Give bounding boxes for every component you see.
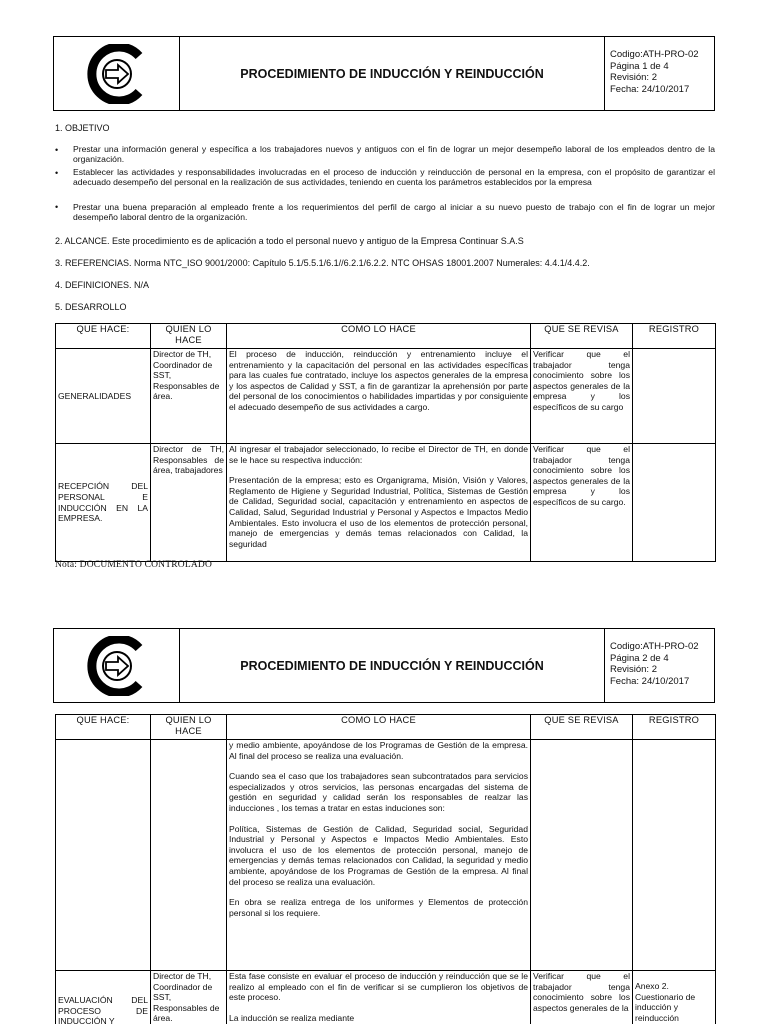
row-revisa [531, 740, 633, 971]
col-header-que: QUE HACE: [56, 324, 151, 349]
row-como: El proceso de inducción, reinducción y entrenamiento incluye el entrenamiento y la capacitación del personal en las actividades específicas para las cuales fue contratado, incluye los aspectos generales de la empresa y los aspectos de Calidad y SST, a fin de garantizar la aprehensión por parte del personal de los conocimientos o habilidades impartidas y por consiguiente el adecuado desempeño de sus actividades a cargo. [227, 349, 531, 444]
col-header-quien: QUIEN LO HACE [151, 715, 227, 740]
table-header-row [56, 715, 716, 740]
row-quien: Director de TH, Coordinador de SST, Responsables de área. [151, 349, 227, 444]
procedure-table-page2 [55, 714, 716, 1024]
code-label: Codigo:ATH-PRO-02 [610, 641, 699, 652]
objetivo-bullet-2: Establecer las actividades y responsabilidades involucradas en el proceso de inducción y reinducción de personal en la empresa, con el propósito de garantizar el adecuado desempeño del personal en la realización de sus actividades, teniendo en cuenta los parámetros establecidos por la empresa [73, 167, 715, 188]
date-label: Fecha: 24/10/2017 [610, 83, 690, 95]
revision-label: Revisión: 2 [610, 664, 657, 675]
como-paragraph: En obra se realiza entrega de los uniformes y Elementos de protección personal si los requiere. [229, 897, 528, 918]
row-que [56, 740, 151, 971]
row-quien [151, 740, 227, 971]
row-quien: Director de TH, Responsables de área, trabajadores [151, 444, 227, 562]
controlled-document-note: Nota: DOCUMENTO CONTROLADO [55, 560, 213, 570]
alcance-paragraph: 2. ALCANCE. Este procedimiento es de aplicación a todo el personal nuevo y antiguo de la Empresa Continuar S.A.S [55, 236, 524, 246]
col-header-que: QUE HACE: [56, 715, 151, 740]
definiciones-paragraph: 4. DEFINICIONES. N/A [55, 280, 150, 290]
row-que: GENERALIDADES [56, 349, 151, 444]
col-header-revisa: QUE SE REVISA [531, 715, 633, 740]
objetivo-bullet-3: Prestar una buena preparación al empleado frente a los requerimientos del perfil de cargo al iniciar a su nuevo puesto de trabajo con el fin de lograr un mejor desempeño laboral dentro de la organización. [73, 202, 715, 223]
objetivo-heading: 1. OBJETIVO [55, 123, 110, 133]
como-paragraph: Cuando sea el caso que los trabajadores sean subcontratados para servicios especializados y otros servicios, las personas encargadas del sistema de gestión en seguridad y calidad serán los responsables de realzar las inducciones , los temas a tratar en estas induciones son: [229, 771, 528, 813]
col-header-registro: REGISTRO [633, 715, 716, 740]
como-intro: Al ingresar el trabajador seleccionado, lo recibe el Director de TH, en donde se le hace su respectiva inducción: [229, 444, 528, 465]
table-row [56, 740, 716, 971]
col-header-registro: REGISTRO [633, 324, 716, 349]
date-label: Fecha: 24/10/2017 [610, 675, 690, 687]
revision-label: Revisión: 2 [610, 72, 657, 83]
bullet-icon: • [55, 202, 59, 212]
row-quien: Director de TH, Coordinador de SST, Responsables de área. [151, 971, 227, 1024]
como-paragraph: Política, Sistemas de Gestión de Calidad, Seguridad social, Seguridad Industrial y Personal y Aspectos e Impactos Medio Ambientales. Esto involucra el uso de los elementos de protección personal, manejo de emergencias y demás temas relacionados con Calidad, la seguridad y medio ambiente, apoyándose de los Programas de Gestión de la empresa. Al final del proceso se realiza una evaluación. [229, 823, 528, 887]
table-row [56, 971, 716, 1024]
desarrollo-heading: 5. DESARROLLO [55, 302, 127, 312]
row-revisa: Verificar que el trabajador tenga conocimiento sobre los aspectos generales de la empresa y los específicos de su cargo [531, 349, 633, 444]
como-detail: Presentación de la empresa; esto es Organigrama, Misión, Visión y Valores, Reglamento de Higiene y Seguridad Industrial, Política, Sistemas de Gestión de Calidad, Seguridad social, capacitación y entrenamiento en aspectos de Calidad, Salud, Seguridad Industrial y Personal y Aspectos e Impactos Medio Ambientales. Esto involucra el uso de los elementos de protección personal, manejo de emergencias y demás temas relacionados con Calidad, la seguridad [229, 475, 528, 549]
row-que: EVALUACIÓN DEL PROCESO DE INDUCCIÓN Y [56, 971, 151, 1024]
referencias-paragraph: 3. REFERENCIAS. Norma NTC_ISO 9001/2000: Capítulo 5.1/5.5.1/6.1//6.2.1/6.2.2. NTC OHSAS 18001.2007 Numerales: 4.4.1/4.4.2. [55, 258, 590, 268]
row-como [227, 740, 531, 971]
row-como [227, 971, 531, 1024]
document-title: PROCEDIMIENTO DE INDUCCIÓN Y REINDUCCIÓN [180, 37, 605, 110]
col-header-revisa: QUE SE REVISA [531, 324, 633, 349]
col-header-como: COMO LO HACE [227, 324, 531, 349]
page-label: Página 1 de 4 [610, 60, 669, 72]
bullet-icon: • [55, 145, 59, 155]
row-que: RECEPCIÓN DEL PERSONAL E INDUCCIÓN EN LA EMPRESA. [56, 444, 151, 562]
row-registro [633, 740, 716, 971]
como-paragraph: y medio ambiente, apoyándose de los Programas de Gestión de la empresa. Al final del proceso se realiza una evaluación. [229, 740, 528, 761]
col-header-quien: QUIEN LO HACE [151, 324, 227, 349]
row-registro: Anexo 2. Cuestionario de inducción y reinducción [633, 971, 716, 1024]
como-paragraph: La inducción se realiza mediante [229, 1012, 355, 1023]
document-title: PROCEDIMIENTO DE INDUCCIÓN Y REINDUCCIÓN [180, 629, 605, 702]
code-label: Codigo:ATH-PRO-02 [610, 49, 699, 60]
bullet-icon: • [55, 168, 59, 178]
page-label: Página 2 de 4 [610, 652, 669, 664]
row-revisa: Verificar que el trabajador tenga conocimiento sobre los aspectos generales de la [531, 971, 633, 1024]
objetivo-bullet-1: Prestar una información general y específica a los trabajadores nuevos y antiguos con el fin de lograr un mejor desempeño laboral de los empleados dentro de la organización. [73, 144, 715, 165]
como-paragraph: Esta fase consiste en evaluar el proceso de inducción y reinducción que se le realizo al empleado con el fin de verificar si se cumplieron los objetivos de este proceso. [229, 971, 528, 1003]
col-header-como: COMO LO HACE [227, 715, 531, 740]
row-revisa: Verificar que el trabajador tenga conocimiento sobre los aspectos generales de la empresa y los específicos de su cargo. [531, 444, 633, 562]
